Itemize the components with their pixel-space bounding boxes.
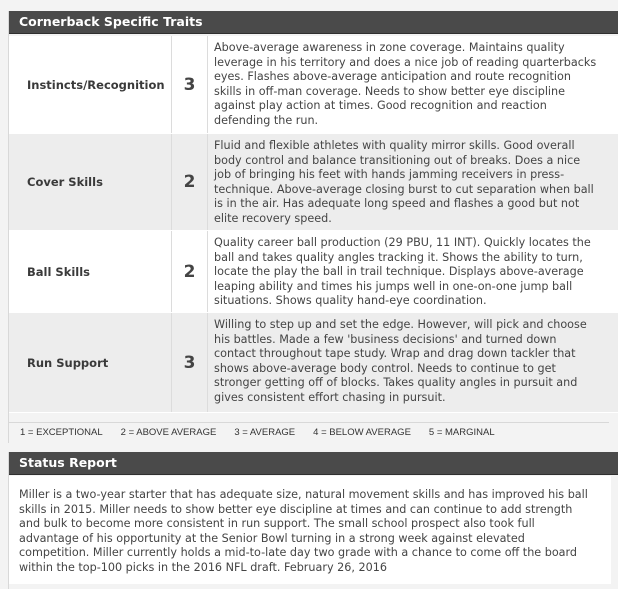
trait-description: Fluid and flexible athletes with quality mirror skills. Good overall body control and balance transitioning out of breaks. Does a nice job of bringing his feet with hands jamming receivers in press-technique. Above-average closing burst to cut separation when ball is in the air. Has adequate long speed and flashes a good but not elite recovery speed. xyxy=(214,139,594,225)
table-row xyxy=(9,313,618,413)
legend-item: 5 = MARGINAL xyxy=(428,427,495,438)
trait-score: 3 xyxy=(172,36,208,133)
table-row xyxy=(9,231,618,313)
traits-table xyxy=(9,36,618,413)
legend-item: 3 = AVERAGE xyxy=(234,427,296,438)
trait-name: Ball Skills xyxy=(9,231,172,312)
table-row xyxy=(9,134,618,231)
trait-description: Above-average awareness in zone coverage. Maintains quality leverage in his territory and does a nice job of reading quarterbacks eyes. Flashes above-average anticipation and route recognition skills in off-man coverage. Needs to show better eye discipline against play action at times. Good recognition and reaction defending the run. xyxy=(214,41,597,127)
legend-item: 2 = ABOVE AVERAGE xyxy=(120,427,217,438)
status-report-text: Miller is a two-year starter that has adequate size, natural movement skills and has improved his ball skills in 2015. Miller needs to show better eye discipline at times and can continue to add strength and bulk to become more consistent in run support. The small school prospect also took full advantage of his opportunity at the Senior Bowl turning in a strong week against elevated competition. Miller currently holds a mid-to-late day two grade with a chance to come off the board within the top-100 picks in the 2016 NFL draft. February 26, 2016 xyxy=(9,476,611,584)
legend-item: 4 = BELOW AVERAGE xyxy=(313,427,411,438)
traits-panel-title: Cornerback Specific Traits xyxy=(9,11,618,34)
trait-name: Run Support xyxy=(9,313,172,412)
status-panel xyxy=(8,452,618,589)
traits-panel xyxy=(8,11,618,443)
trait-score: 2 xyxy=(172,134,208,230)
trait-description: Quality career ball production (29 PBU, 11 INT). Quickly locates the ball and takes quality angles tracking it. Shows the ability to turn, locate the play the ball in trail technique. Displays above-average leaping ability and times his jumps well in one-on-one jump ball situations. Shows quality hand-eye coordination. xyxy=(214,236,591,308)
trait-score: 2 xyxy=(172,231,208,312)
trait-score: 3 xyxy=(172,313,208,412)
trait-name: Instincts/Recognition xyxy=(9,36,172,133)
trait-name: Cover Skills xyxy=(9,134,172,230)
legend-item: 1 = EXCEPTIONAL xyxy=(20,427,103,438)
status-panel-title: Status Report xyxy=(9,452,618,475)
trait-description: Willing to step up and set the edge. However, will pick and choose his battles. Made a few 'business decisions' and turned down contact throughout tape study. Wrap and drag down tackler that shows above-average body control. Needs to continue to get stronger getting off of blocks. Takes quality angles in pursuit and gives consistent effort chasing in pursuit. xyxy=(214,318,587,404)
table-row xyxy=(9,36,618,134)
grade-legend xyxy=(9,422,609,442)
